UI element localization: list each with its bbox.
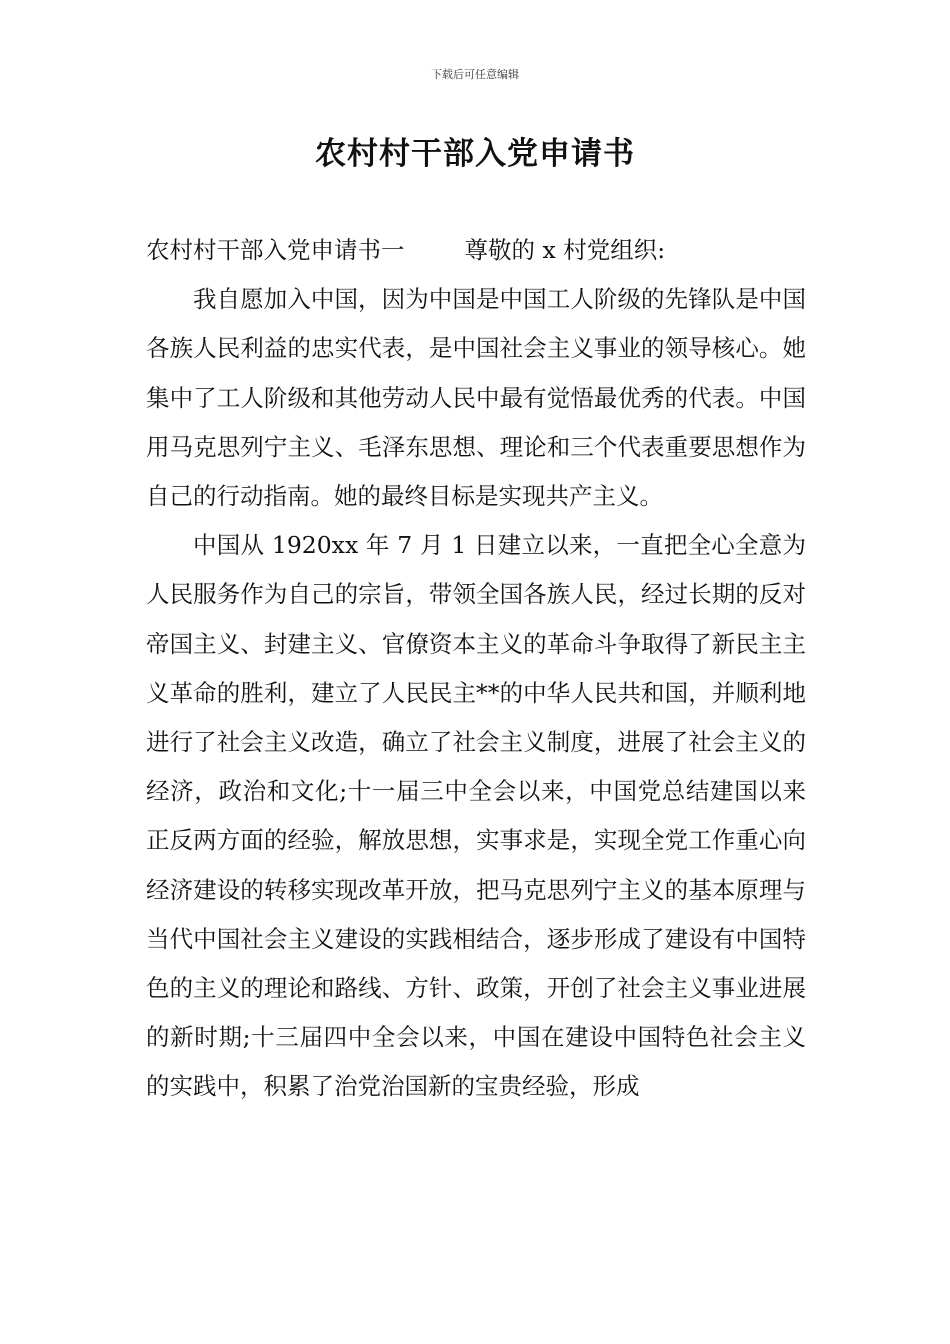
salutation: 尊敬的 x 村党组织: (464, 236, 666, 264)
document-body (146, 226, 806, 1112)
header-note: 下载后可任意编辑 (431, 68, 519, 81)
paragraph-1: 我自愿加入中国，因为中国是中国工人阶级的先锋队是中国各族人民利益的忠实代表，是中国社会主义事业的领导核心。她集中了工人阶级和其他劳动人民中最有觉悟最优秀的代表。中国用马克思列宁主义、毛泽东思想、理论和三个代表重要思想作为自己的行动指南。她的最终目标是实现共产主义。 (146, 285, 806, 511)
document-title: 农村村干部入党申请书 (315, 136, 635, 172)
paragraph-2: 中国从 1920xx 年 7 月 1 日建立以来，一直把全心全意为人民服务作为自己的宗旨，带领全国各族人民，经过长期的反对帝国主义、封建主义、官僚资本主义的革命斗争取得了新民主主义革命的胜利，建立了人民民主**的中华人民共和国，并顺利地进行了社会主义改造，确立了社会主义制度，进展了社会主义的经济，政治和文化;十一届三中全会以来，中国党总结建国以来正反两方面的经验，解放思想，实事求是，实现全党工作重心向经济建设的转移实现改革开放，把马克思列宁主义的基本原理与当代中国社会主义建设的实践相结合，逐步形成了建设有中国特色的主义的理论和路线、方针、政策，开创了社会主义事业进展的新时期;十三届四中全会以来，中国在建设中国特色社会主义的实践中，积累了治党治国新的宝贵经验，形成 (146, 531, 806, 1101)
salutation-line (146, 226, 806, 275)
intro-heading: 农村村干部入党申请书一 (146, 236, 405, 264)
